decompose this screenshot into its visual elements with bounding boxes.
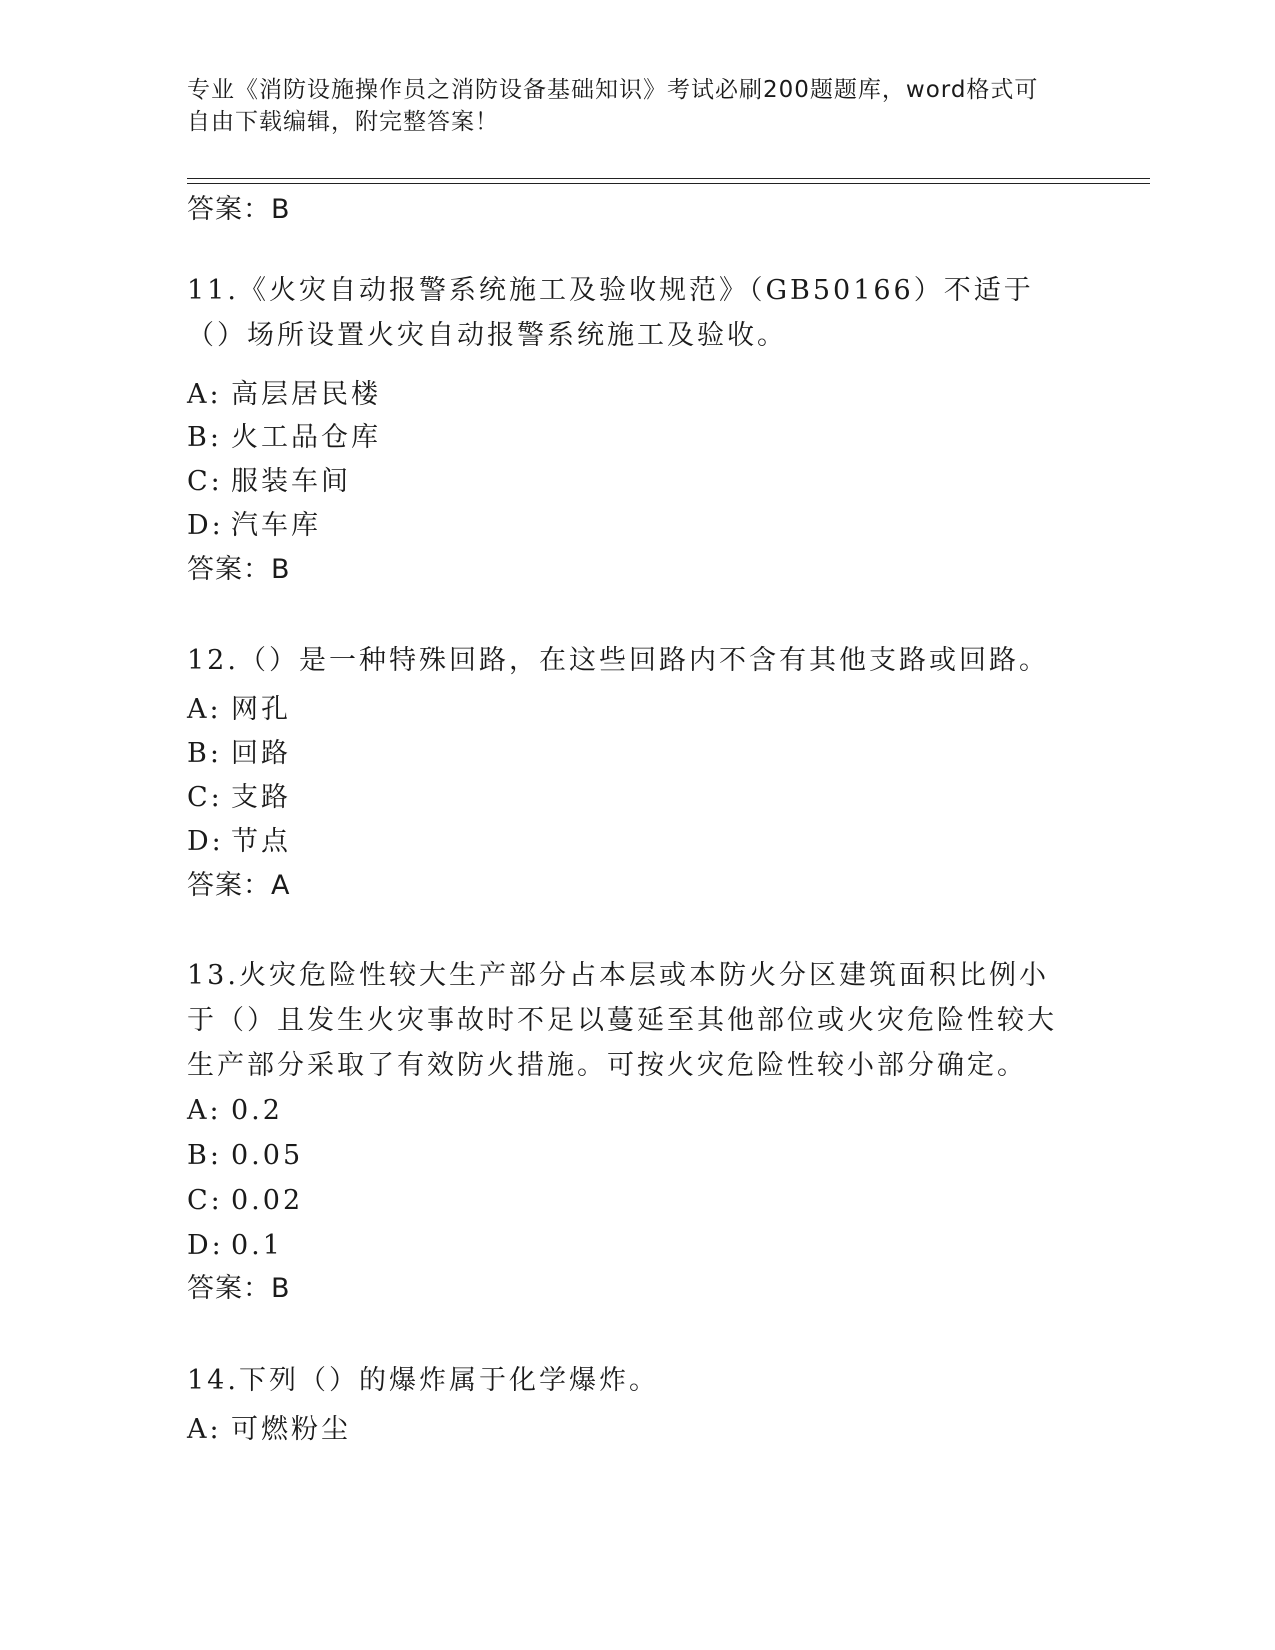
option-key: A: xyxy=(187,1095,222,1126)
header-line-1: 专业《消防设施操作员之消防设备基础知识》考试必刷200题题库，word格式可 xyxy=(187,77,1039,103)
answer-label: 答案：B xyxy=(187,194,291,225)
option-value: 0.2 xyxy=(231,1095,283,1126)
option-key: B: xyxy=(187,738,222,769)
option-value: 回路 xyxy=(231,738,291,769)
question-text: 11.《火灾自动报警系统施工及验收规范》（GB50166）不适于（）场所设置火灾自动报警系统施工及验收。 xyxy=(187,275,1034,351)
option-value: 高层居民楼 xyxy=(231,379,381,410)
answer-label: 答案：B xyxy=(187,554,291,585)
option-value: 0.02 xyxy=(231,1185,304,1216)
option-value: 0.05 xyxy=(231,1140,304,1171)
option-value: 火工品仓库 xyxy=(231,422,381,453)
option-key: D: xyxy=(187,1230,224,1261)
option-key: D: xyxy=(187,826,224,857)
option-key: A: xyxy=(187,379,222,410)
option-c xyxy=(187,465,351,499)
option-value: 服装车间 xyxy=(231,466,351,497)
option-a xyxy=(187,1413,351,1447)
option-value: 网孔 xyxy=(231,694,291,725)
option-value: 支路 xyxy=(231,782,291,813)
option-key: B: xyxy=(187,1140,222,1171)
option-b xyxy=(187,1139,303,1173)
option-b xyxy=(187,737,291,771)
header-line-2: 自由下载编辑，附完整答案！ xyxy=(187,109,499,135)
option-key: C: xyxy=(187,1185,223,1216)
option-c xyxy=(187,1184,303,1218)
question-text: 13.火灾危险性较大生产部分占本层或本防火分区建筑面积比例小于（）且发生火灾事故时不足以蔓延至其他部位或火灾危险性较大生产部分采取了有效防火措施。可按火灾危险性较小部分确定。 xyxy=(187,960,1057,1081)
option-key: A: xyxy=(187,1414,222,1445)
option-value: 节点 xyxy=(231,826,291,857)
option-a xyxy=(187,1094,283,1128)
answer-label: 答案：B xyxy=(187,1273,291,1304)
option-d xyxy=(187,509,321,543)
option-b xyxy=(187,421,381,455)
option-d xyxy=(187,1229,283,1263)
option-key: C: xyxy=(187,782,223,813)
option-value: 汽车库 xyxy=(231,510,321,541)
option-key: A: xyxy=(187,694,222,725)
option-key: C: xyxy=(187,466,223,497)
document-header xyxy=(187,74,1087,138)
option-key: D: xyxy=(187,510,224,541)
option-value: 0.1 xyxy=(231,1230,283,1261)
question-text: 12.（）是一种特殊回路，在这些回路内不含有其他支路或回路。 xyxy=(187,645,1049,676)
option-a xyxy=(187,378,381,412)
header-divider xyxy=(187,178,1150,184)
option-c xyxy=(187,781,291,815)
question-text: 14.下列（）的爆炸属于化学爆炸。 xyxy=(187,1365,659,1396)
option-d xyxy=(187,825,291,859)
option-value: 可燃粉尘 xyxy=(231,1414,351,1445)
option-a xyxy=(187,693,291,727)
answer-label: 答案：A xyxy=(187,870,291,901)
option-key: B: xyxy=(187,422,222,453)
